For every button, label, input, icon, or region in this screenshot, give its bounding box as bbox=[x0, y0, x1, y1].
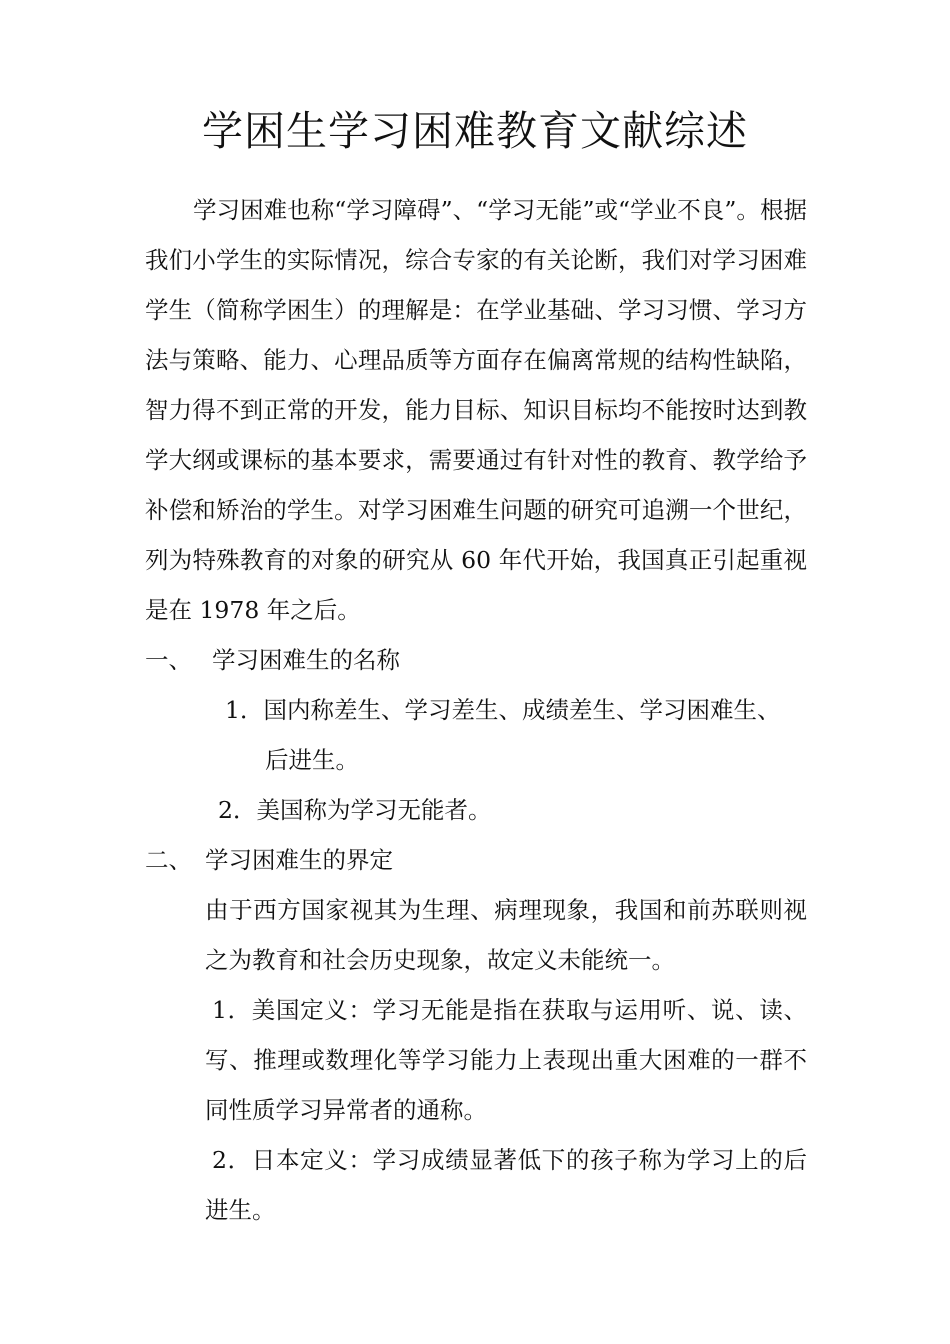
intro-line-8: 列为特殊教育的对象的研究从 60 年代开始，我国真正引起重视 bbox=[145, 546, 807, 574]
section1-heading: 学习困难生的名称 bbox=[212, 646, 400, 674]
intro-line-5: 智力得不到正常的开发，能力目标、知识目标均不能按时达到教 bbox=[145, 396, 807, 424]
section2-heading: 学习困难生的界定 bbox=[205, 846, 393, 874]
section2-def2-line-1: 2．日本定义：学习成绩显著低下的孩子称为学习上的后 bbox=[212, 1146, 807, 1174]
section1-item1-line1: 1．国内称差生、学习差生、成绩差生、学习困难生、 bbox=[225, 696, 781, 724]
intro-line-4: 法与策略、能力、心理品质等方面存在偏离常规的结构性缺陷， bbox=[145, 346, 807, 374]
section2-def1-line-1: 1．美国定义：学习无能是指在获取与运用听、说、读、 bbox=[212, 996, 807, 1024]
intro-line-3: 学生（简称学困生）的理解是：在学业基础、学习习惯、学习方 bbox=[145, 296, 807, 324]
section1-number: 一、 bbox=[145, 646, 192, 674]
section2-para-line-1: 由于西方国家视其为生理、病理现象，我国和前苏联则视 bbox=[205, 896, 807, 924]
section2-def1-line-3: 同性质学习异常者的通称。 bbox=[205, 1096, 487, 1124]
document-title: 学困生学习困难教育文献综述 bbox=[202, 107, 748, 155]
section2-def1-line-2: 写、推理或数理化等学习能力上表现出重大困难的一群不 bbox=[205, 1046, 807, 1074]
section2-number: 二、 bbox=[145, 846, 192, 874]
intro-line-2: 我们小学生的实际情况，综合专家的有关论断，我们对学习困难 bbox=[145, 246, 807, 274]
section1-item2: 2．美国称为学习无能者。 bbox=[218, 796, 492, 824]
intro-line-1: 学习困难也称“学习障碍”、“学习无能”或“学业不良”。根据 bbox=[193, 196, 807, 224]
section2-def2-line-2: 进生。 bbox=[205, 1196, 276, 1224]
intro-line-7: 补偿和矫治的学生。对学习困难生问题的研究可追溯一个世纪， bbox=[145, 496, 807, 524]
section2-para-line-2: 之为教育和社会历史现象，故定义未能统一。 bbox=[205, 946, 675, 974]
intro-line-9: 是在 1978 年之后。 bbox=[145, 596, 361, 624]
section1-item1-line2: 后进生。 bbox=[265, 746, 359, 774]
intro-line-6: 学大纲或课标的基本要求，需要通过有针对性的教育、教学给予 bbox=[145, 446, 807, 474]
